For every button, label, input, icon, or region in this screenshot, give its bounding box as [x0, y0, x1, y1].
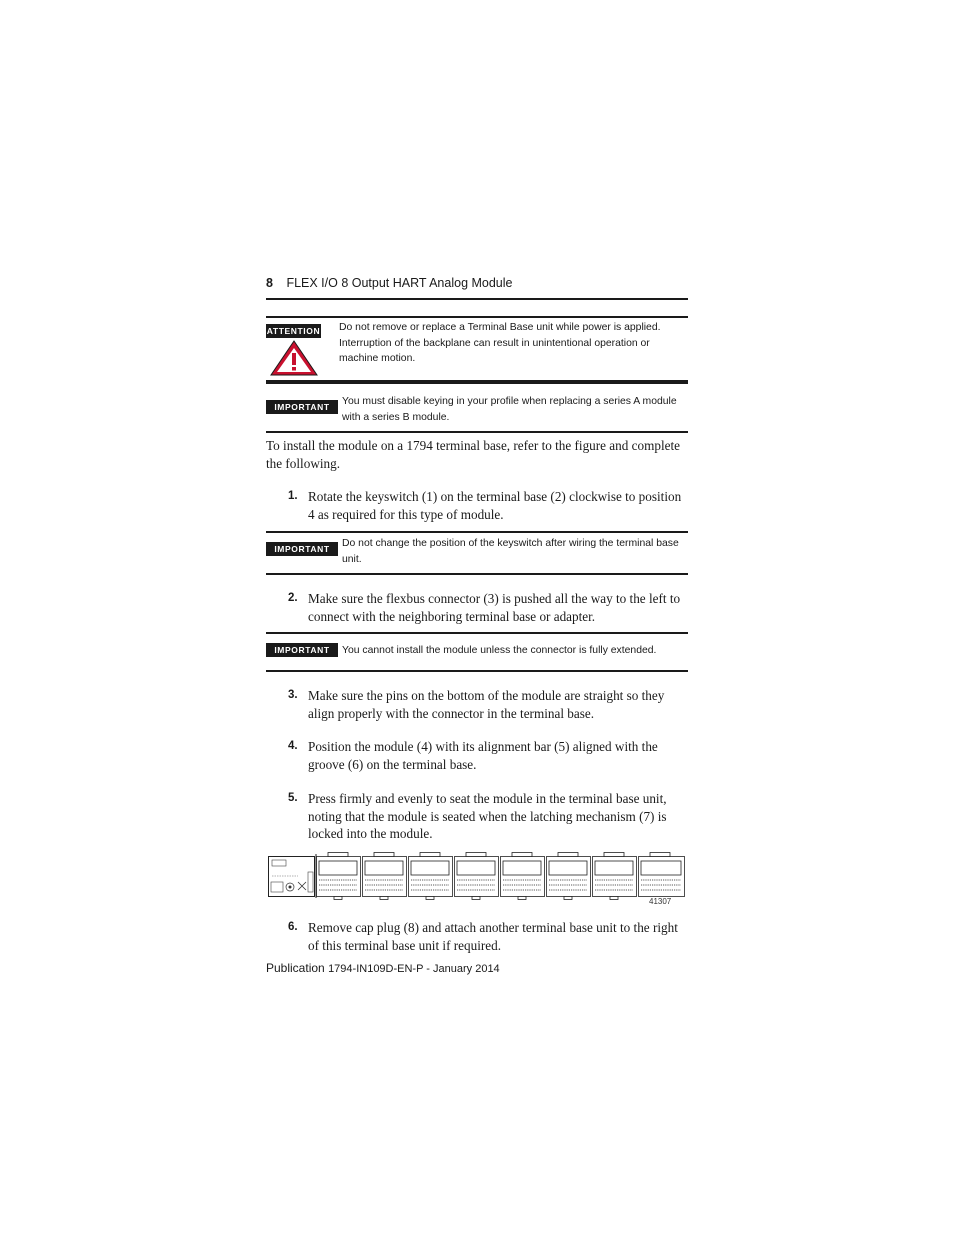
step-text: Remove cap plug (8) and attach another terminal base unit to the right of this terminal base unit if required.	[308, 920, 678, 953]
important-text-3: You cannot install the module unless the connector is fully extended.	[342, 645, 657, 656]
important-text-2: Do not change the position of the keyswitch after wiring the terminal base unit.	[342, 538, 679, 565]
step-text: Press firmly and evenly to seat the module in the terminal base unit, noting that the module is seated when the latching mechanism (7) is locked into the module.	[308, 791, 667, 841]
step-text: Rotate the keyswitch (1) on the terminal base (2) clockwise to position 4 as required for this type of module.	[308, 489, 682, 522]
step-number: 1.	[288, 490, 298, 502]
attention-tag: ATTENTION	[266, 326, 321, 336]
step-text: Position the module (4) with its alignment bar (5) aligned with the groove (6) on the terminal base.	[308, 739, 658, 772]
important-tag-2: IMPORTANT	[266, 542, 338, 556]
important-tag-1: IMPORTANT	[266, 400, 338, 414]
step-number: 6.	[288, 921, 298, 933]
intro-paragraph: To install the module on a 1794 terminal base, refer to the figure and complete the following.	[266, 438, 680, 471]
important-tag-3: IMPORTANT	[266, 643, 338, 657]
step-number: 3.	[288, 689, 298, 701]
attention-notice	[266, 316, 688, 384]
warning-triangle-icon	[269, 339, 319, 377]
page-footer	[266, 961, 500, 975]
terminal-base-figure	[268, 852, 686, 908]
terminal-base-drawing	[268, 852, 686, 900]
publication-label: Publication	[266, 961, 325, 975]
page-title: FLEX I/O 8 Output HART Analog Module	[286, 276, 513, 290]
important-notice-2	[266, 531, 688, 575]
page-header	[266, 276, 513, 290]
important-text-1: You must disable keying in your profile when replacing a series A module with a series B module.	[342, 396, 677, 423]
header-rule	[266, 298, 688, 300]
page-number: 8	[266, 276, 273, 290]
step-text: Make sure the flexbus connector (3) is pushed all the way to the left to connect with the neighboring terminal base or adapter.	[308, 591, 681, 624]
publication-number: 1794-IN109D-EN-P - January 2014	[328, 963, 500, 975]
step-number: 4.	[288, 740, 298, 752]
figure-label: 41307	[649, 897, 672, 906]
important-notice-1	[266, 380, 688, 433]
step-number: 5.	[288, 792, 298, 804]
step-number: 2.	[288, 592, 298, 604]
important-notice-3	[266, 632, 688, 672]
step-text: Make sure the pins on the bottom of the module are straight so they align properly with the connector in the terminal base.	[308, 688, 665, 721]
attention-text: Do not remove or replace a Terminal Base unit while power is applied. Interruption of the backplane can result in unintentional operation or machine motion.	[339, 322, 661, 364]
